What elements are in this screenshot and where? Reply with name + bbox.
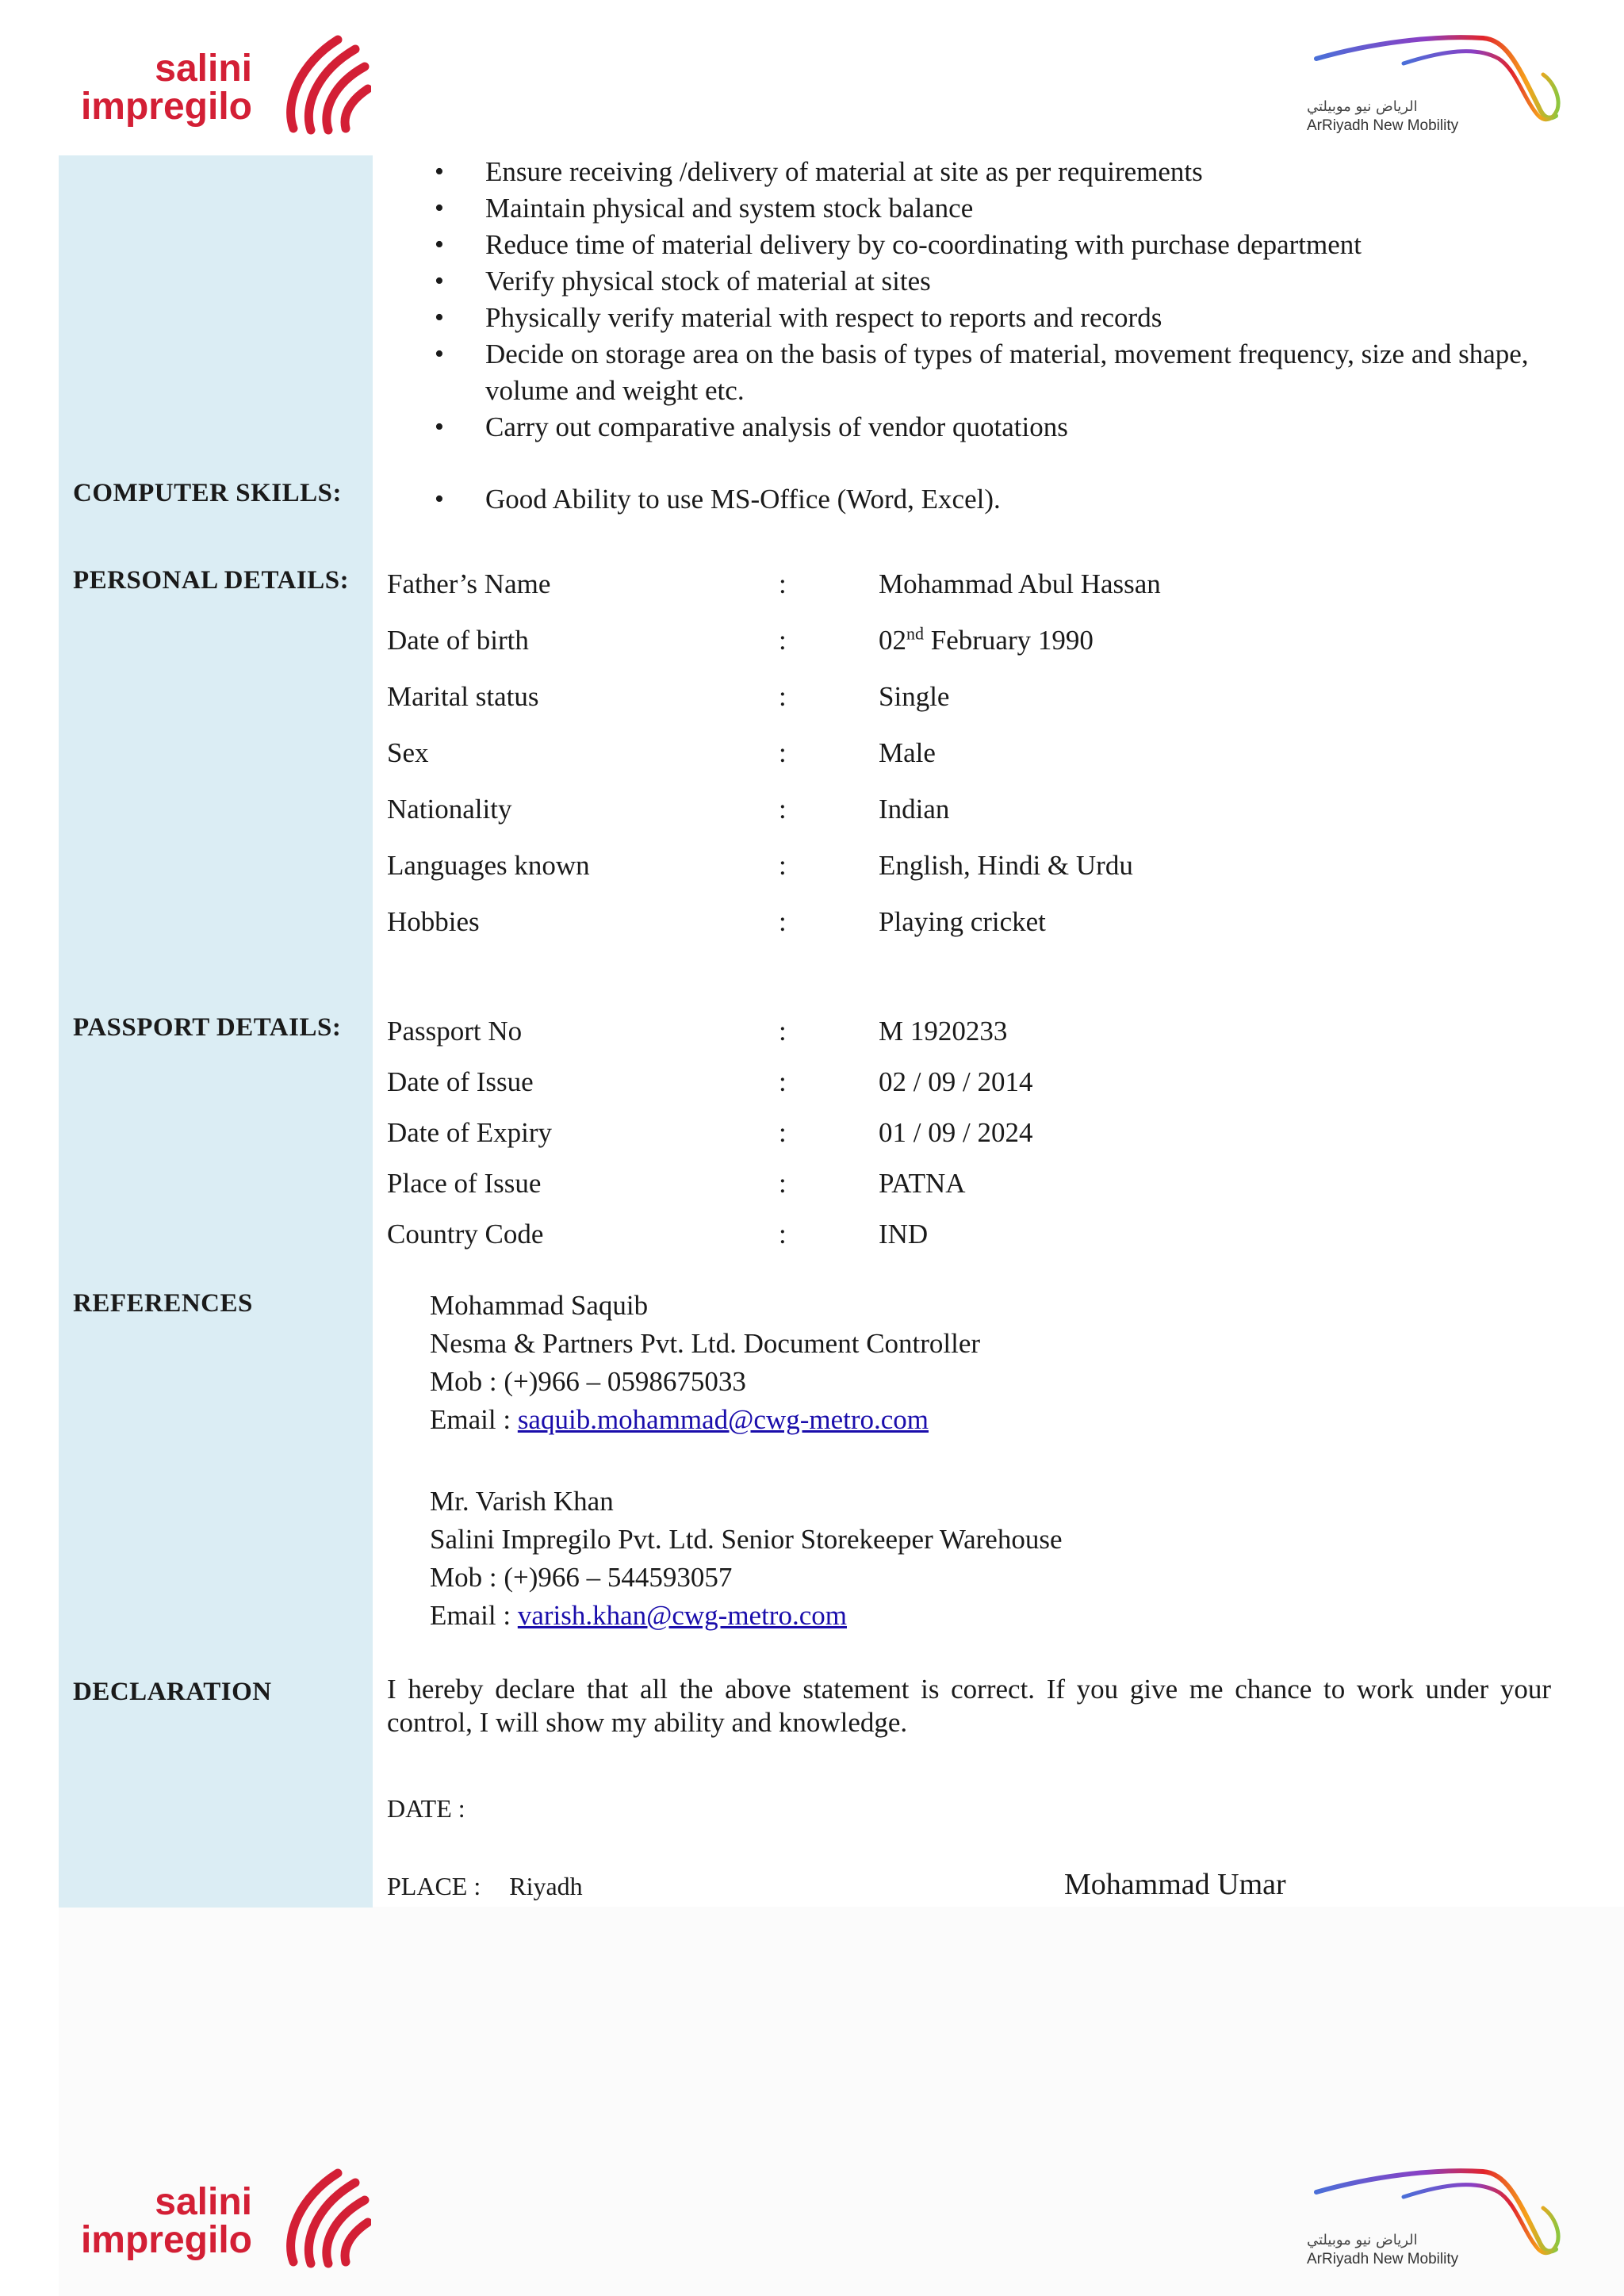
- field-label: Sex: [387, 737, 429, 768]
- reference-email: Email : varish.khan@cwg-metro.com: [430, 1600, 847, 1631]
- date-label: DATE :: [387, 1794, 465, 1823]
- place-line: [387, 1872, 583, 1901]
- reference-company: Nesma & Partners Pvt. Ltd. Document Controller: [430, 1328, 981, 1359]
- computer-skills-heading: COMPUTER SKILLS:: [73, 479, 342, 507]
- reference-email-link[interactable]: saquib.mohammad@cwg-metro.com: [517, 1404, 929, 1435]
- field-separator: :: [779, 1016, 787, 1047]
- field-separator: :: [779, 1219, 787, 1249]
- dob-month-year: February 1990: [924, 625, 1094, 656]
- salini-swoosh-icon: [276, 2165, 371, 2270]
- field-separator: :: [779, 681, 787, 712]
- passport-row-number: [387, 1013, 1561, 1050]
- field-label: Country Code: [387, 1219, 544, 1249]
- field-separator: :: [779, 625, 787, 656]
- field-label: Date of Issue: [387, 1066, 534, 1097]
- passport-row-place-of-issue: [387, 1165, 1561, 1202]
- list-item: • Carry out comparative analysis of vendor quotations: [435, 409, 1553, 446]
- field-value: [879, 622, 1094, 659]
- signature-name: Mohammad Umar: [1064, 1868, 1286, 1901]
- field-value: M 1920233: [879, 1016, 1008, 1047]
- field-separator: :: [779, 1168, 787, 1199]
- field-value: Playing cricket: [879, 906, 1046, 937]
- personal-row-nationality: [387, 791, 1561, 828]
- arriyadh-arabic-text: الرياض نيو موبيلتي: [1307, 2232, 1418, 2248]
- passport-row-date-of-expiry: [387, 1115, 1561, 1151]
- arriyadh-arabic-text: الرياض نيو موبيلتي: [1307, 98, 1418, 115]
- field-separator: :: [779, 1066, 787, 1097]
- logo-word-salini: salini: [155, 48, 252, 90]
- arriyadh-new-mobility-logo-footer: [1300, 2160, 1562, 2279]
- reference-email-link[interactable]: varish.khan@cwg-metro.com: [517, 1600, 847, 1631]
- logo-word-impregilo: impregilo: [80, 2219, 252, 2261]
- personal-row-hobbies: [387, 904, 1561, 940]
- field-separator: :: [779, 794, 787, 825]
- reference-1: [430, 1287, 980, 1439]
- passport-details-heading: PASSPORT DETAILS:: [73, 1013, 342, 1042]
- personal-details-heading: PERSONAL DETAILS:: [73, 566, 350, 595]
- reference-email: Email : saquib.mohammad@cwg-metro.com: [430, 1404, 929, 1435]
- field-value: 01 / 09 / 2024: [879, 1117, 1033, 1148]
- passport-row-date-of-issue: [387, 1064, 1561, 1100]
- reference-2: [430, 1483, 1062, 1635]
- personal-row-marital-status: [387, 679, 1561, 715]
- field-label: Passport No: [387, 1016, 523, 1047]
- field-label: Nationality: [387, 794, 512, 825]
- logo-word-salini: salini: [155, 2181, 252, 2223]
- field-value: PATNA: [879, 1168, 966, 1199]
- salini-swoosh-icon: [276, 32, 371, 136]
- field-value: English, Hindi & Urdu: [879, 850, 1133, 881]
- date-line: [387, 1794, 465, 1823]
- list-item: • Maintain physical and system stock balance: [435, 190, 1553, 227]
- reference-mobile: Mob : (+)966 – 544593057: [430, 1562, 733, 1593]
- reference-name: Mohammad Saquib: [430, 1290, 649, 1321]
- personal-row-languages: [387, 848, 1561, 884]
- field-separator: :: [779, 568, 787, 599]
- list-item: • Reduce time of material delivery by co-coordinating with purchase department: [435, 227, 1553, 263]
- field-value: Male: [879, 737, 936, 768]
- declaration-heading: DECLARATION: [73, 1678, 272, 1706]
- reference-company: Salini Impregilo Pvt. Ltd. Senior Storekeeper Warehouse: [430, 1524, 1063, 1555]
- duties-list: [435, 154, 1553, 446]
- salini-impregilo-logo: [70, 27, 371, 138]
- field-separator: :: [779, 737, 787, 768]
- reference-name: Mr. Varish Khan: [430, 1486, 614, 1517]
- arriyadh-new-mobility-logo: [1300, 27, 1562, 146]
- computer-skills-list: [435, 481, 1553, 518]
- field-separator: :: [779, 1117, 787, 1148]
- field-label: Hobbies: [387, 906, 480, 937]
- field-value: Mohammad Abul Hassan: [879, 568, 1161, 599]
- dob-day: 02: [879, 625, 906, 656]
- field-label: Father’s Name: [387, 568, 551, 599]
- field-separator: :: [779, 850, 787, 881]
- list-item: • Verify physical stock of material at sites: [435, 263, 1553, 300]
- field-label: Date of Expiry: [387, 1117, 552, 1148]
- salini-impregilo-logo-footer: [70, 2160, 371, 2271]
- field-value: Single: [879, 681, 950, 712]
- place-value: Riyadh: [509, 1872, 583, 1900]
- field-value: 02 / 09 / 2014: [879, 1066, 1033, 1097]
- arriyadh-english-text: ArRiyadh New Mobility: [1307, 117, 1459, 134]
- reference-mobile: Mob : (+)966 – 0598675033: [430, 1366, 746, 1397]
- field-value: Indian: [879, 794, 950, 825]
- field-label: Languages known: [387, 850, 590, 881]
- passport-row-country-code: [387, 1216, 1561, 1253]
- field-label: Marital status: [387, 681, 539, 712]
- list-item: • Physically verify material with respect to reports and records: [435, 300, 1553, 336]
- references-heading: REFERENCES: [73, 1289, 253, 1318]
- field-separator: :: [779, 906, 787, 937]
- field-value: IND: [879, 1219, 929, 1249]
- arriyadh-english-text: ArRiyadh New Mobility: [1307, 2251, 1459, 2267]
- field-label: Date of birth: [387, 625, 529, 656]
- place-label: PLACE :: [387, 1872, 481, 1900]
- list-item: • Good Ability to use MS-Office (Word, Excel).: [435, 481, 1553, 518]
- personal-row-sex: [387, 735, 1561, 771]
- personal-row-fathers-name: [387, 566, 1561, 603]
- field-label: Place of Issue: [387, 1168, 542, 1199]
- list-item: • Ensure receiving /delivery of material at site as per requirements: [435, 154, 1553, 190]
- personal-row-date-of-birth: [387, 622, 1561, 659]
- declaration-text: I hereby declare that all the above statement is correct. If you give me chance to work under your control, I will show my ability and knowledge.: [387, 1674, 1551, 1738]
- logo-word-impregilo: impregilo: [80, 86, 252, 128]
- dob-day-suffix: nd: [906, 623, 924, 644]
- list-item: • Decide on storage area on the basis of types of material, movement frequency, size and shape, volume and weight etc.: [435, 336, 1553, 409]
